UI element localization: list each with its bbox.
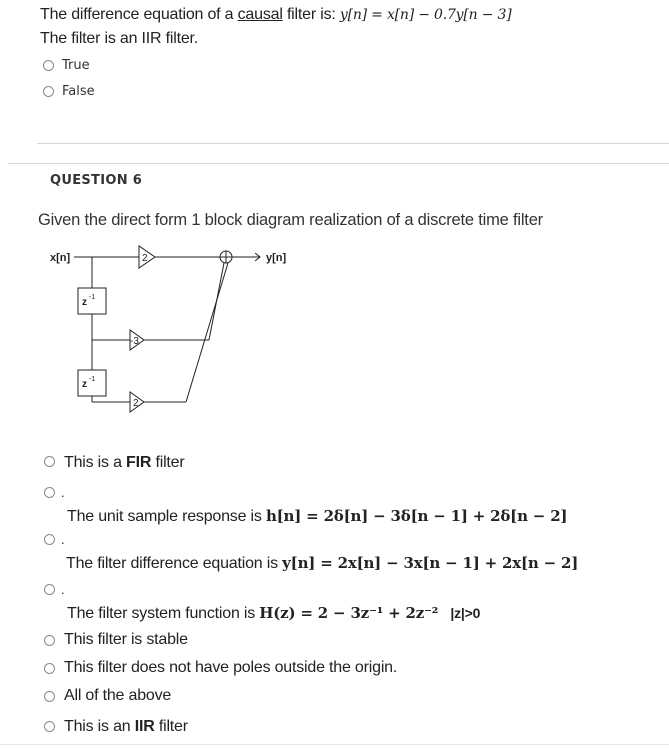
opt-system-radio[interactable] — [44, 584, 55, 595]
opt-all-label[interactable]: All of the above — [64, 687, 172, 704]
output-label: y[n] — [266, 252, 287, 264]
delay-2-label: z — [82, 379, 87, 390]
opt-impulse-equation: h[n] = 2δ[n] − 3δ[n − 1] + 2δ[n − 2] — [265, 507, 568, 525]
opt-stable-label[interactable]: This filter is stable — [64, 631, 188, 648]
opt-all-radio[interactable] — [44, 691, 55, 702]
divider-inner — [37, 143, 669, 144]
q5-line1-prefix: The difference equation of a — [40, 6, 234, 23]
delay-1-exponent: -1 — [89, 294, 96, 301]
opt-iir-label[interactable] — [64, 718, 188, 736]
gain-top-label: 2 — [142, 253, 148, 264]
opt-stable-radio[interactable] — [44, 635, 55, 646]
opt-diffeq-prefix: The filter difference equation is — [66, 555, 278, 572]
q5-statement-line2: The filter is an IIR filter. — [40, 30, 199, 47]
opt-fir-radio[interactable] — [44, 456, 55, 467]
input-label: x[n] — [50, 252, 71, 264]
q5-false-label[interactable]: False — [62, 84, 95, 99]
opt-fir-label[interactable] — [64, 454, 185, 472]
bottom-divider — [0, 744, 669, 745]
q5-true-label[interactable]: True — [62, 58, 90, 73]
opt-system-label[interactable] — [67, 604, 480, 623]
divider-outer — [8, 163, 669, 164]
delay-2-exponent: -1 — [89, 376, 96, 383]
question-header: QUESTION 6 — [50, 173, 143, 188]
gain-mid-label: -3 — [130, 336, 139, 347]
q5-statement-line1 — [40, 6, 511, 24]
opt-system-roc: |z|>0 — [450, 605, 481, 621]
opt-diffeq-label[interactable] — [66, 554, 578, 573]
opt-system-dot: . — [61, 582, 65, 597]
opt-fir-prefix: This is a — [64, 454, 122, 471]
question-prompt: Given the direct form 1 block diagram realization of a discrete time filter — [38, 211, 543, 229]
opt-system-prefix: The filter system function is — [67, 605, 256, 622]
opt-impulse-radio[interactable] — [44, 487, 55, 498]
opt-iir-prefix: This is an — [64, 718, 131, 735]
q5-equation: y[n] = x[n] − 0.7y[n − 3] — [339, 7, 512, 23]
opt-diffeq-radio[interactable] — [44, 534, 55, 545]
opt-fir-suffix: filter — [155, 454, 185, 471]
opt-iir-radio[interactable] — [44, 721, 55, 732]
delay-1-label: z — [82, 297, 87, 308]
opt-impulse-prefix: The unit sample response is — [67, 508, 262, 525]
q5-true-radio[interactable] — [43, 60, 54, 71]
opt-impulse-label[interactable] — [67, 507, 567, 526]
opt-poles-label[interactable]: This filter does not have poles outside the origin. — [64, 659, 398, 676]
opt-iir-bold: IIR — [134, 718, 155, 735]
opt-iir-suffix: filter — [158, 718, 188, 735]
opt-diffeq-equation: y[n] = 2x[n] − 3x[n − 1] + 2x[n − 2] — [282, 554, 579, 572]
opt-system-equation: H(z) = 2 − 3z⁻¹ + 2z⁻² — [259, 604, 439, 622]
opt-impulse-dot: . — [61, 485, 65, 500]
opt-diffeq-dot: . — [61, 532, 65, 547]
block-diagram — [44, 240, 304, 416]
opt-fir-bold: FIR — [126, 454, 152, 471]
gain-bottom-label: 2 — [133, 398, 139, 409]
q5-line1-suffix: filter is: — [286, 6, 336, 23]
q5-causal-word: causal — [237, 6, 283, 23]
opt-poles-radio[interactable] — [44, 663, 55, 674]
q5-false-radio[interactable] — [43, 86, 54, 97]
